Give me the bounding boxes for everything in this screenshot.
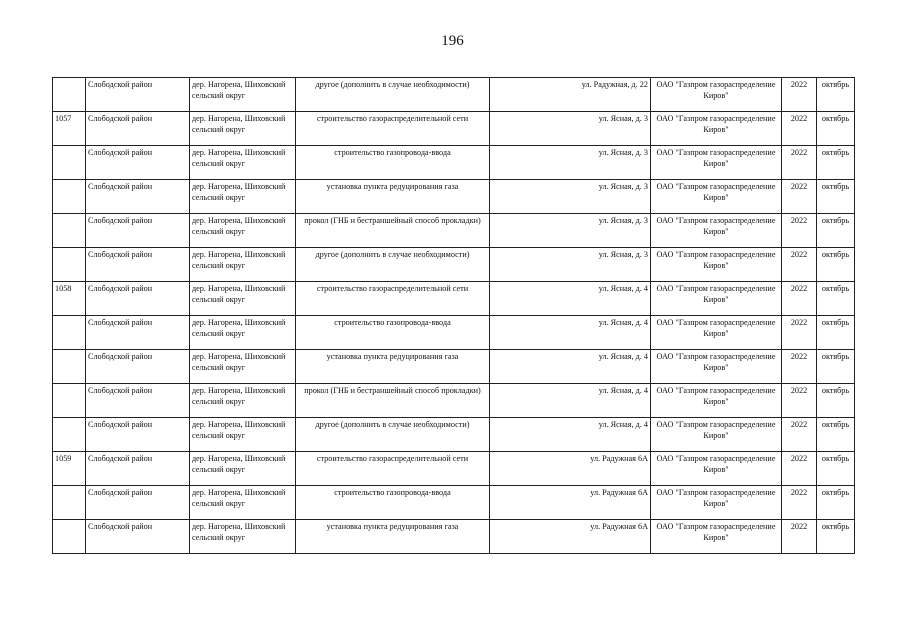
settlement-cell: дер. Нагорена, Шиховский сельский округ: [190, 282, 296, 316]
work-type-cell: установка пункта редуцирования газа: [296, 350, 490, 384]
district-cell: Слободской район: [86, 180, 190, 214]
district-cell: Слободской район: [86, 214, 190, 248]
address-cell: ул. Ясная, д. 4: [490, 350, 651, 384]
month-cell: октябрь: [817, 452, 855, 486]
work-type-cell: строительство газопровода-ввода: [296, 486, 490, 520]
year-cell: 2022: [782, 520, 817, 554]
settlement-cell: дер. Нагорена, Шиховский сельский округ: [190, 146, 296, 180]
row-number: [53, 214, 86, 248]
settlement-cell: дер. Нагорена, Шиховский сельский округ: [190, 248, 296, 282]
address-cell: ул. Радужная 6А: [490, 486, 651, 520]
table-row: [53, 384, 855, 418]
month-cell: октябрь: [817, 214, 855, 248]
address-cell: ул. Радужная 6А: [490, 452, 651, 486]
month-cell: октябрь: [817, 350, 855, 384]
settlement-cell: дер. Нагорена, Шиховский сельский округ: [190, 112, 296, 146]
gasification-table: [52, 77, 855, 554]
district-cell: Слободской район: [86, 350, 190, 384]
district-cell: Слободской район: [86, 282, 190, 316]
work-type-cell: строительство газораспределительной сети: [296, 452, 490, 486]
work-type-cell: прокол (ГНБ и бестраншейный способ прокладки): [296, 384, 490, 418]
district-cell: Слободской район: [86, 384, 190, 418]
address-cell: ул. Ясная, д. 4: [490, 316, 651, 350]
address-cell: ул. Ясная, д. 3: [490, 214, 651, 248]
district-cell: Слободской район: [86, 520, 190, 554]
row-number: [53, 78, 86, 112]
year-cell: 2022: [782, 316, 817, 350]
row-number: [53, 520, 86, 554]
address-cell: ул. Ясная, д. 3: [490, 112, 651, 146]
year-cell: 2022: [782, 146, 817, 180]
organization-cell: ОАО "Газпром газораспределение Киров": [651, 112, 782, 146]
row-number: [53, 180, 86, 214]
year-cell: 2022: [782, 180, 817, 214]
district-cell: Слободской район: [86, 486, 190, 520]
settlement-cell: дер. Нагорена, Шиховский сельский округ: [190, 180, 296, 214]
organization-cell: ОАО "Газпром газораспределение Киров": [651, 452, 782, 486]
address-cell: ул. Ясная, д. 4: [490, 282, 651, 316]
year-cell: 2022: [782, 78, 817, 112]
month-cell: октябрь: [817, 486, 855, 520]
organization-cell: ОАО "Газпром газораспределение Киров": [651, 418, 782, 452]
settlement-cell: дер. Нагорена, Шиховский сельский округ: [190, 214, 296, 248]
work-type-cell: строительство газопровода-ввода: [296, 146, 490, 180]
organization-cell: ОАО "Газпром газораспределение Киров": [651, 384, 782, 418]
table-row: [53, 316, 855, 350]
table-row: [53, 520, 855, 554]
year-cell: 2022: [782, 282, 817, 316]
work-type-cell: другое (дополнить в случае необходимости): [296, 248, 490, 282]
table-row: [53, 486, 855, 520]
work-type-cell: другое (дополнить в случае необходимости): [296, 78, 490, 112]
table-row: [53, 78, 855, 112]
settlement-cell: дер. Нагорена, Шиховский сельский округ: [190, 486, 296, 520]
settlement-cell: дер. Нагорена, Шиховский сельский округ: [190, 520, 296, 554]
table-row: [53, 282, 855, 316]
work-type-cell: строительство газораспределительной сети: [296, 282, 490, 316]
district-cell: Слободской район: [86, 78, 190, 112]
month-cell: октябрь: [817, 520, 855, 554]
district-cell: Слободской район: [86, 112, 190, 146]
table-row: [53, 146, 855, 180]
district-cell: Слободской район: [86, 248, 190, 282]
district-cell: Слободской район: [86, 146, 190, 180]
row-number: [53, 350, 86, 384]
year-cell: 2022: [782, 214, 817, 248]
settlement-cell: дер. Нагорена, Шиховский сельский округ: [190, 384, 296, 418]
row-number: 1057: [53, 112, 86, 146]
settlement-cell: дер. Нагорена, Шиховский сельский округ: [190, 78, 296, 112]
address-cell: ул. Ясная, д. 4: [490, 418, 651, 452]
month-cell: октябрь: [817, 282, 855, 316]
table-row: [53, 350, 855, 384]
district-cell: Слободской район: [86, 316, 190, 350]
settlement-cell: дер. Нагорена, Шиховский сельский округ: [190, 350, 296, 384]
month-cell: октябрь: [817, 112, 855, 146]
organization-cell: ОАО "Газпром газораспределение Киров": [651, 180, 782, 214]
address-cell: ул. Ясная, д. 3: [490, 146, 651, 180]
row-number: [53, 418, 86, 452]
table-row: [53, 214, 855, 248]
month-cell: октябрь: [817, 384, 855, 418]
row-number: [53, 146, 86, 180]
organization-cell: ОАО "Газпром газораспределение Киров": [651, 214, 782, 248]
month-cell: октябрь: [817, 180, 855, 214]
organization-cell: ОАО "Газпром газораспределение Киров": [651, 520, 782, 554]
district-cell: Слободской район: [86, 452, 190, 486]
district-cell: Слободской район: [86, 418, 190, 452]
address-cell: ул. Ясная, д. 3: [490, 180, 651, 214]
month-cell: октябрь: [817, 418, 855, 452]
settlement-cell: дер. Нагорена, Шиховский сельский округ: [190, 418, 296, 452]
year-cell: 2022: [782, 418, 817, 452]
month-cell: октябрь: [817, 146, 855, 180]
month-cell: октябрь: [817, 248, 855, 282]
year-cell: 2022: [782, 452, 817, 486]
table-row: [53, 418, 855, 452]
settlement-cell: дер. Нагорена, Шиховский сельский округ: [190, 452, 296, 486]
month-cell: октябрь: [817, 316, 855, 350]
month-cell: октябрь: [817, 78, 855, 112]
page-number: 196: [441, 33, 464, 49]
year-cell: 2022: [782, 486, 817, 520]
organization-cell: ОАО "Газпром газораспределение Киров": [651, 78, 782, 112]
organization-cell: ОАО "Газпром газораспределение Киров": [651, 282, 782, 316]
table-row: [53, 248, 855, 282]
row-number: [53, 384, 86, 418]
organization-cell: ОАО "Газпром газораспределение Киров": [651, 146, 782, 180]
table-row: [53, 112, 855, 146]
year-cell: 2022: [782, 384, 817, 418]
address-cell: ул. Ясная, д. 3: [490, 248, 651, 282]
organization-cell: ОАО "Газпром газораспределение Киров": [651, 350, 782, 384]
year-cell: 2022: [782, 350, 817, 384]
settlement-cell: дер. Нагорена, Шиховский сельский округ: [190, 316, 296, 350]
address-cell: ул. Радужная 6А: [490, 520, 651, 554]
table-row: [53, 180, 855, 214]
organization-cell: ОАО "Газпром газораспределение Киров": [651, 316, 782, 350]
work-type-cell: установка пункта редуцирования газа: [296, 180, 490, 214]
organization-cell: ОАО "Газпром газораспределение Киров": [651, 486, 782, 520]
address-cell: ул. Радужная, д. 22: [490, 78, 651, 112]
work-type-cell: установка пункта редуцирования газа: [296, 520, 490, 554]
work-type-cell: другое (дополнить в случае необходимости): [296, 418, 490, 452]
row-number: [53, 248, 86, 282]
work-type-cell: строительство газораспределительной сети: [296, 112, 490, 146]
year-cell: 2022: [782, 112, 817, 146]
row-number: 1059: [53, 452, 86, 486]
year-cell: 2022: [782, 248, 817, 282]
work-type-cell: прокол (ГНБ и бестраншейный способ прокладки): [296, 214, 490, 248]
row-number: [53, 316, 86, 350]
organization-cell: ОАО "Газпром газораспределение Киров": [651, 248, 782, 282]
row-number: [53, 486, 86, 520]
address-cell: ул. Ясная, д. 4: [490, 384, 651, 418]
work-type-cell: строительство газопровода-ввода: [296, 316, 490, 350]
row-number: 1058: [53, 282, 86, 316]
table-row: [53, 452, 855, 486]
